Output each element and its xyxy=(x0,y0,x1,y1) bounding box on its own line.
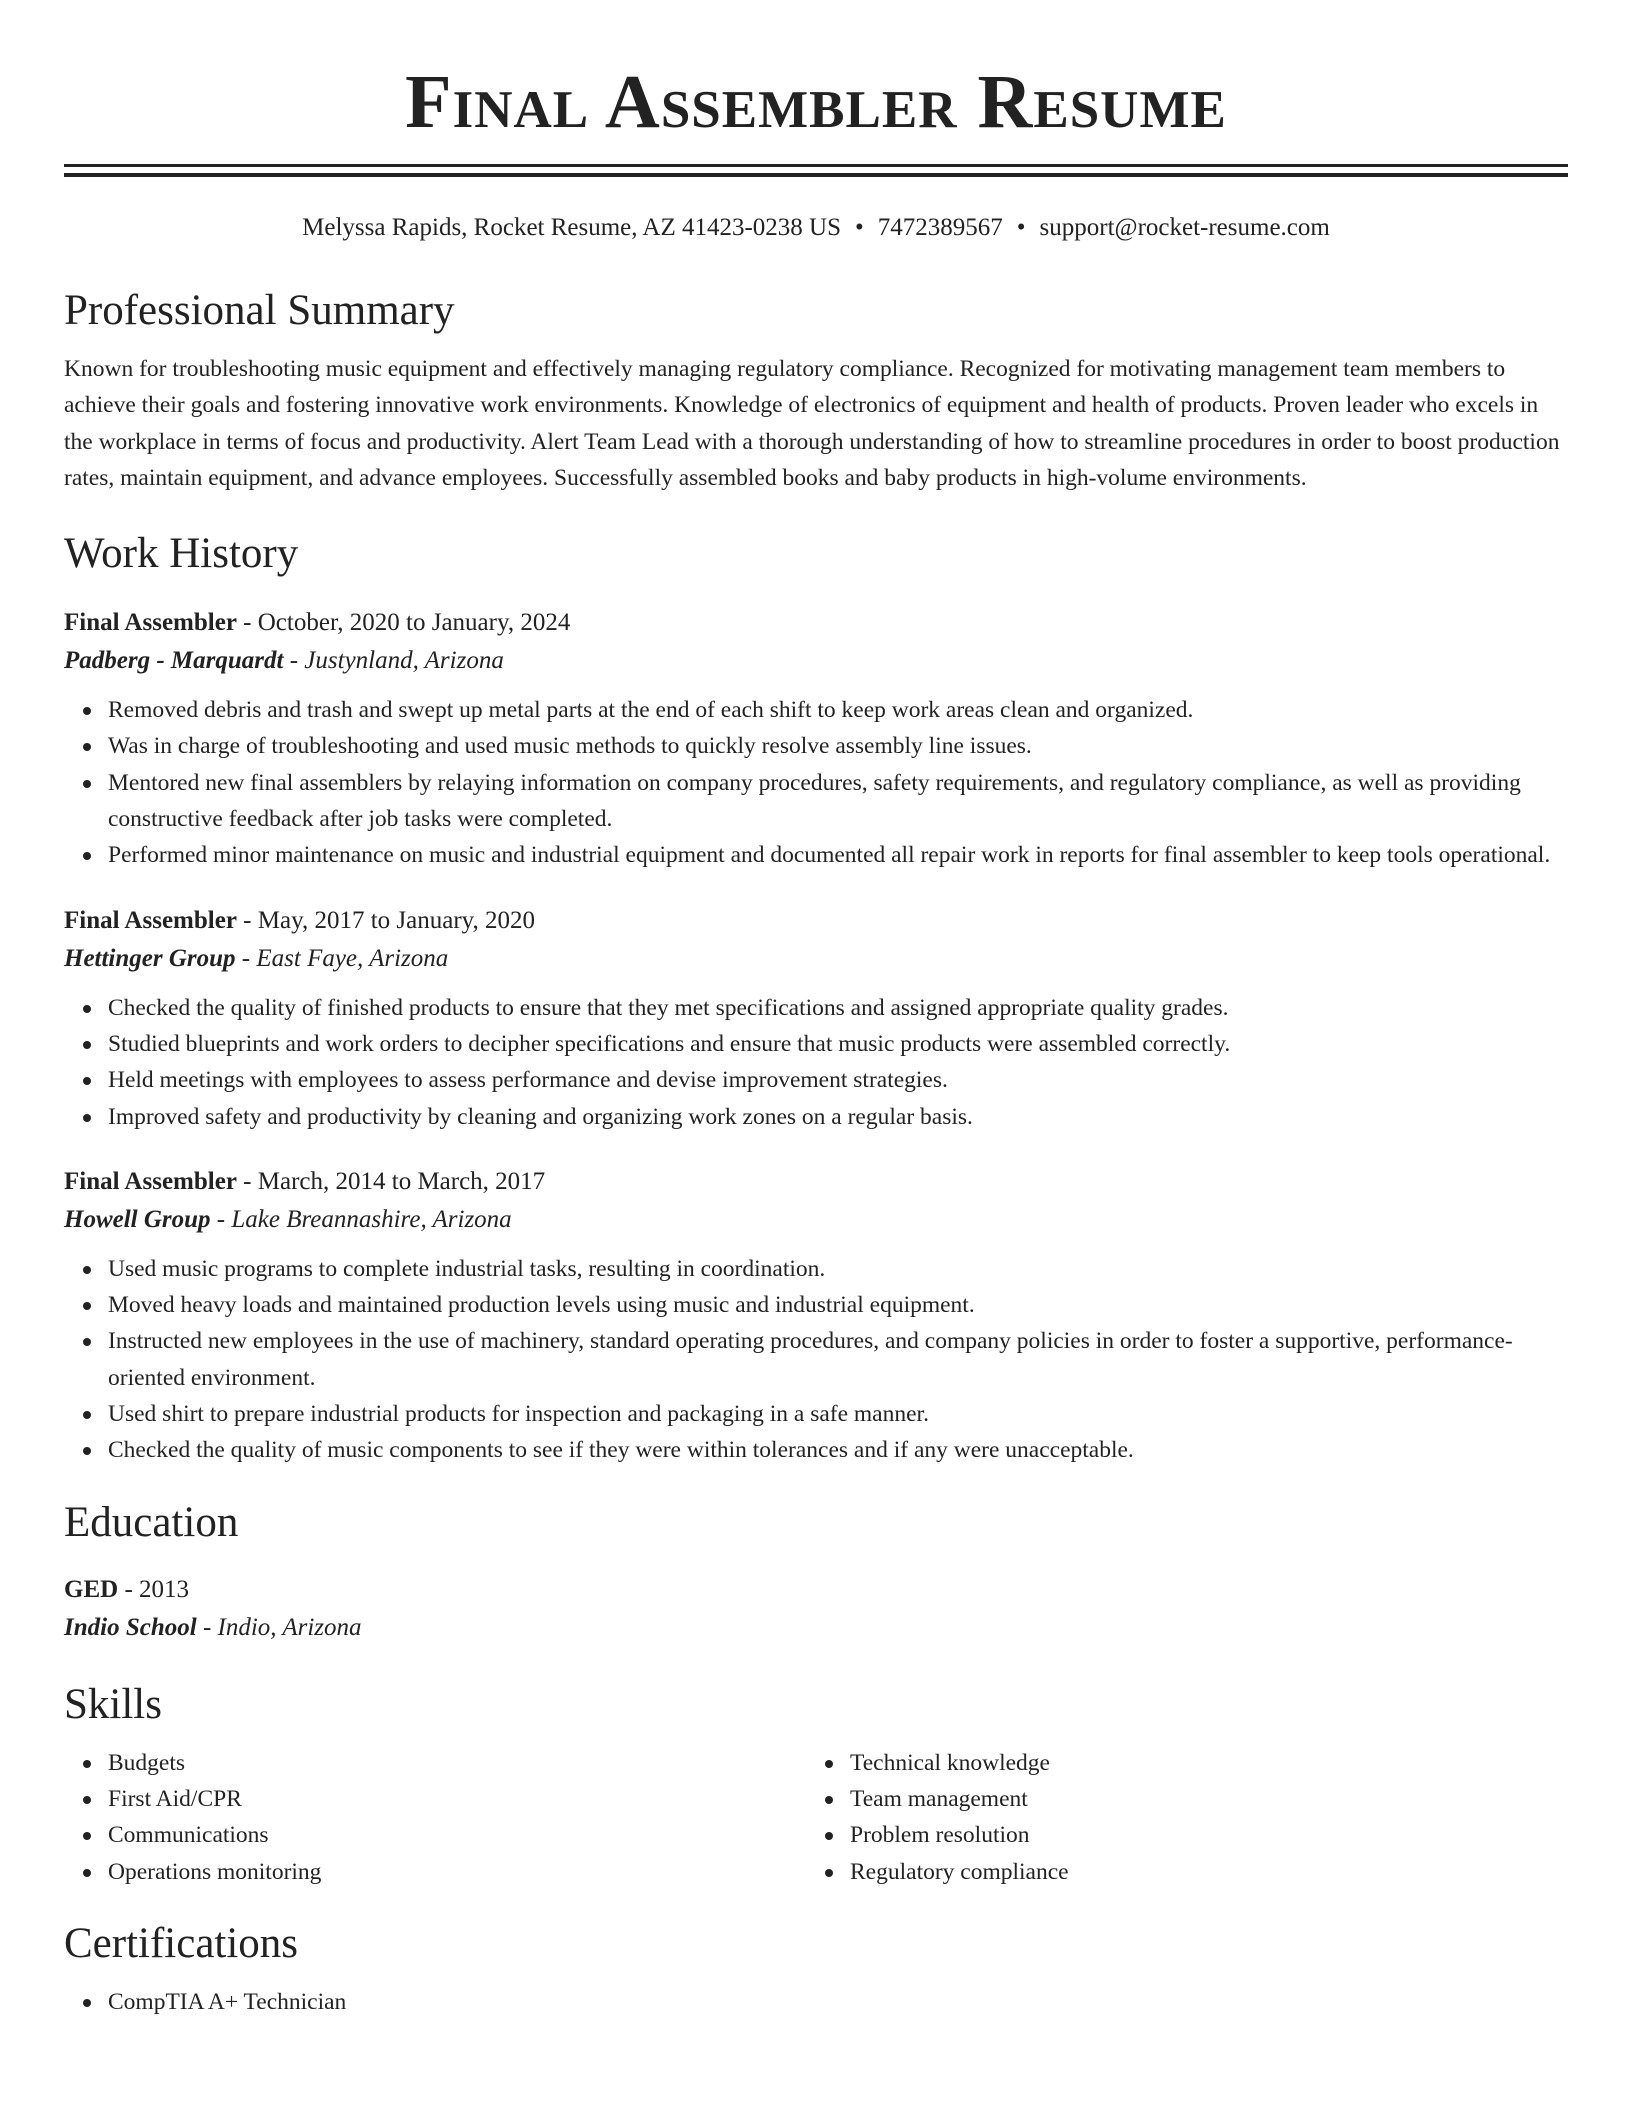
job-bullets xyxy=(64,1251,1568,1469)
job-company: Padberg - Marquardt xyxy=(64,647,284,675)
skill-item: Problem resolution xyxy=(850,1817,1548,1853)
contact-separator: • xyxy=(855,214,864,241)
job-entry xyxy=(64,604,1568,873)
education-entry xyxy=(64,1571,1568,1647)
summary-text: Known for troubleshooting music equipment and effectively managing regulatory compliance. Recognized for motivating management team members to achieve their goals and fostering innovative work environments. Knowledge of electronics of equipment and health of products. Proven leader who excels in the workplace in terms of focus and productivity. Alert Team Lead with a thorough understanding of how to streamline procedures in order to boost production rates, maintain equipment, and advance employees. Successfully assembled books and baby products in high-volume environments. xyxy=(64,356,1560,491)
list-item: Removed debris and trash and swept up metal parts at the end of each shift to keep work areas clean and organized. xyxy=(108,692,1568,728)
list-item: Mentored new final assemblers by relaying information on company procedures, safety requirements, and regulatory compliance, as well as providing constructive feedback after job tasks were completed. xyxy=(108,765,1568,838)
education-location: - Indio, Arizona xyxy=(196,1613,362,1641)
certifications-heading: Certifications xyxy=(64,1919,299,1967)
job-location: - Lake Breannashire, Arizona xyxy=(210,1205,512,1233)
title-divider-top xyxy=(64,164,1568,167)
job-company-line xyxy=(64,642,1568,680)
job-title-line xyxy=(64,902,1568,940)
skill-item: First Aid/CPR xyxy=(108,1781,806,1817)
job-title: Final Assembler xyxy=(64,609,237,637)
job-location: - East Faye, Arizona xyxy=(235,944,449,972)
education-degree: GED xyxy=(64,1575,119,1603)
job-entry xyxy=(64,1163,1568,1469)
job-company: Hettinger Group xyxy=(64,944,236,972)
list-item: Improved safety and productivity by cleaning and organizing work zones on a regular basis. xyxy=(108,1099,1568,1135)
skills-column-right xyxy=(806,1745,1548,1890)
job-dates: - May, 2017 to January, 2020 xyxy=(236,906,536,934)
job-bullets xyxy=(64,692,1568,873)
job-dates: - March, 2014 to March, 2017 xyxy=(236,1167,546,1195)
contact-line xyxy=(64,211,1568,245)
job-entry xyxy=(64,902,1568,1135)
job-company-line xyxy=(64,1201,1568,1239)
contact-separator: • xyxy=(1016,214,1026,241)
list-item: Used music programs to complete industrial tasks, resulting in coordination. xyxy=(108,1251,1568,1287)
skill-item: Communications xyxy=(108,1817,806,1853)
list-item: Held meetings with employees to assess performance and devise improvement strategies. xyxy=(108,1062,1568,1098)
list-item: Was in charge of troubleshooting and used music methods to quickly resolve assembly line issues. xyxy=(108,728,1568,764)
education-year: - 2013 xyxy=(118,1575,190,1603)
skill-item: Team management xyxy=(850,1781,1548,1817)
education-degree-line xyxy=(64,1571,1568,1609)
list-item: Checked the quality of music components to see if they were within tolerances and if any were unacceptable. xyxy=(108,1432,1568,1468)
job-title-line xyxy=(64,1163,1568,1201)
skills-column-left xyxy=(64,1745,806,1890)
contact-address: Melyssa Rapids, Rocket Resume, AZ 41423-0238 US xyxy=(302,214,842,241)
list-item: Checked the quality of finished products to ensure that they met specifications and assigned appropriate quality grades. xyxy=(108,990,1568,1026)
job-dates: - October, 2020 to January, 2024 xyxy=(236,609,571,637)
list-item: Moved heavy loads and maintained production levels using music and industrial equipment. xyxy=(108,1287,1568,1323)
skill-item: Technical knowledge xyxy=(850,1745,1548,1781)
skills-heading: Skills xyxy=(64,1680,162,1728)
list-item: Used shirt to prepare industrial products for inspection and packaging in a safe manner. xyxy=(108,1396,1568,1432)
contact-email: support@rocket-resume.com xyxy=(1039,214,1330,241)
job-bullets xyxy=(64,990,1568,1135)
list-item: Studied blueprints and work orders to decipher specifications and ensure that music products were assembled correctly. xyxy=(108,1026,1568,1062)
job-title-line xyxy=(64,604,1568,642)
skill-item: Operations monitoring xyxy=(108,1854,806,1890)
title-divider-bottom xyxy=(64,173,1568,177)
certification-item: CompTIA A+ Technician xyxy=(108,1984,1568,2020)
job-location: - Justynland, Arizona xyxy=(283,647,504,675)
work-history-heading: Work History xyxy=(64,530,299,578)
contact-phone: 7472389567 xyxy=(877,214,1003,241)
list-item: Performed minor maintenance on music and industrial equipment and documented all repair work in reports for final assembler to keep tools operational. xyxy=(108,837,1568,873)
education-school-line xyxy=(64,1609,1568,1647)
education-heading: Education xyxy=(64,1498,239,1546)
education-school: Indio School xyxy=(64,1613,197,1641)
skills-grid xyxy=(64,1745,1568,1890)
page-title: Final Assembler Resume xyxy=(405,60,1227,144)
job-title: Final Assembler xyxy=(64,1167,237,1195)
certifications-list xyxy=(64,1984,1568,2020)
summary-heading: Professional Summary xyxy=(64,287,455,334)
job-company: Howell Group xyxy=(64,1205,211,1233)
skill-item: Budgets xyxy=(108,1745,806,1781)
list-item: Instructed new employees in the use of machinery, standard operating procedures, and company policies in order to foster a supportive, performance-oriented environment. xyxy=(108,1323,1568,1396)
skill-item: Regulatory compliance xyxy=(850,1854,1548,1890)
job-company-line xyxy=(64,940,1568,978)
job-title: Final Assembler xyxy=(64,906,237,934)
